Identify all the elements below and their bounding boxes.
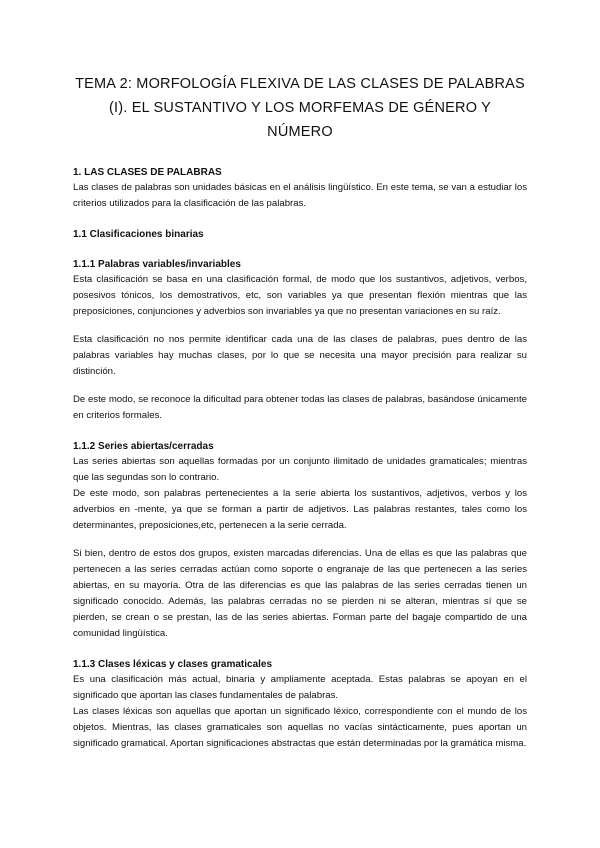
section-1-1-1-paragraph-1: Esta clasificación se basa en una clasificación formal, de modo que los sustantivos, adjetivos, verbos, posesivos tónicos, los demostrativos, etc, son variables ya que presentan flexión mientras que las preposiciones, conjunciones y adverbios son invariables ya que no presentan variaciones en su raíz. bbox=[73, 274, 527, 317]
section-1-1-heading: 1.1 Clasificaciones binarias bbox=[73, 229, 204, 240]
section-1-1-2-paragraph-3: Si bien, dentro de estos dos grupos, existen marcadas diferencias. Una de ellas es que las palabras que pertenecen a las series cerradas actúan como soporte o engranaje de las que pertenecen a las series abiertas, en su mayoría. Otra de las diferencias es que las palabras de las series cerradas tienen un significado conocido. Además, las palabras cerradas no se pierden ni se alteran, mientras sí que se pierden, se crean o se prestan, las de las series abiertas. Forman parte del bagaje compartido de una comunidad lingüística. bbox=[73, 548, 527, 639]
section-1-1-2-paragraph-1: Las series abiertas son aquellas formadas por un conjunto ilimitado de unidades gramaticales; mientras que las segundas son lo contrario. bbox=[73, 456, 527, 483]
section-1-paragraph-1: Las clases de palabras son unidades básicas en el análisis lingüístico. En este tema, se van a estudiar los criterios utilizados para la clasificación de las palabras. bbox=[73, 182, 527, 209]
document-title bbox=[73, 72, 527, 144]
section-1-1-3-paragraph-1: Es una clasificación más actual, binaria y ampliamente aceptada. Estas palabras se apoyan en el significado que aportan las clases fundamentales de palabras. bbox=[73, 674, 527, 701]
section-1-1-3-heading: 1.1.3 Clases léxicas y clases gramaticales bbox=[73, 659, 273, 670]
section-1-1-1-paragraph-2: Esta clasificación no nos permite identificar cada una de las clases de palabras, pues dentro de las palabras variables hay muchas clases, por lo que se necesita una mayor precisión para realizar su distinción. bbox=[73, 334, 527, 377]
section-1-1-2-heading: 1.1.2 Series abiertas/cerradas bbox=[73, 441, 214, 452]
section-1-1-1-paragraph-3: De este modo, se reconoce la dificultad para obtener todas las clases de palabras, basándose únicamente en criterios formales. bbox=[73, 394, 527, 421]
title-line-1: TEMA 2: MORFOLOGÍA FLEXIVA DE LAS CLASES DE PALABRAS bbox=[75, 76, 525, 92]
section-1-1-3-paragraph-2: Las clases léxicas son aquellas que aportan un significado léxico, correspondiente con el mundo de los objetos. Mientras, las clases gramaticales son aquellas no vacías sintácticamente, pues aportan un significado gramatical. Aportan significaciones abstractas que están determinadas por la gramática misma. bbox=[73, 706, 527, 749]
section-1-heading: 1. LAS CLASES DE PALABRAS bbox=[73, 167, 222, 178]
title-line-2: (I). EL SUSTANTIVO Y LOS MORFEMAS DE GÉNERO Y bbox=[108, 100, 492, 116]
document-page bbox=[73, 72, 527, 752]
section-1-1-1-heading: 1.1.1 Palabras variables/invariables bbox=[73, 259, 241, 270]
title-line-3: NÚMERO bbox=[267, 124, 333, 140]
section-1-1-2-paragraph-2: De este modo, son palabras pertenecientes a la serie abierta los sustantivos, adjetivos, verbos y los adverbios en -mente, ya que se forman a partir de adjetivos. Las palabras restantes, tales como los determinantes, preposiciones,etc, pertenecen a la serie cerrada. bbox=[73, 488, 527, 531]
